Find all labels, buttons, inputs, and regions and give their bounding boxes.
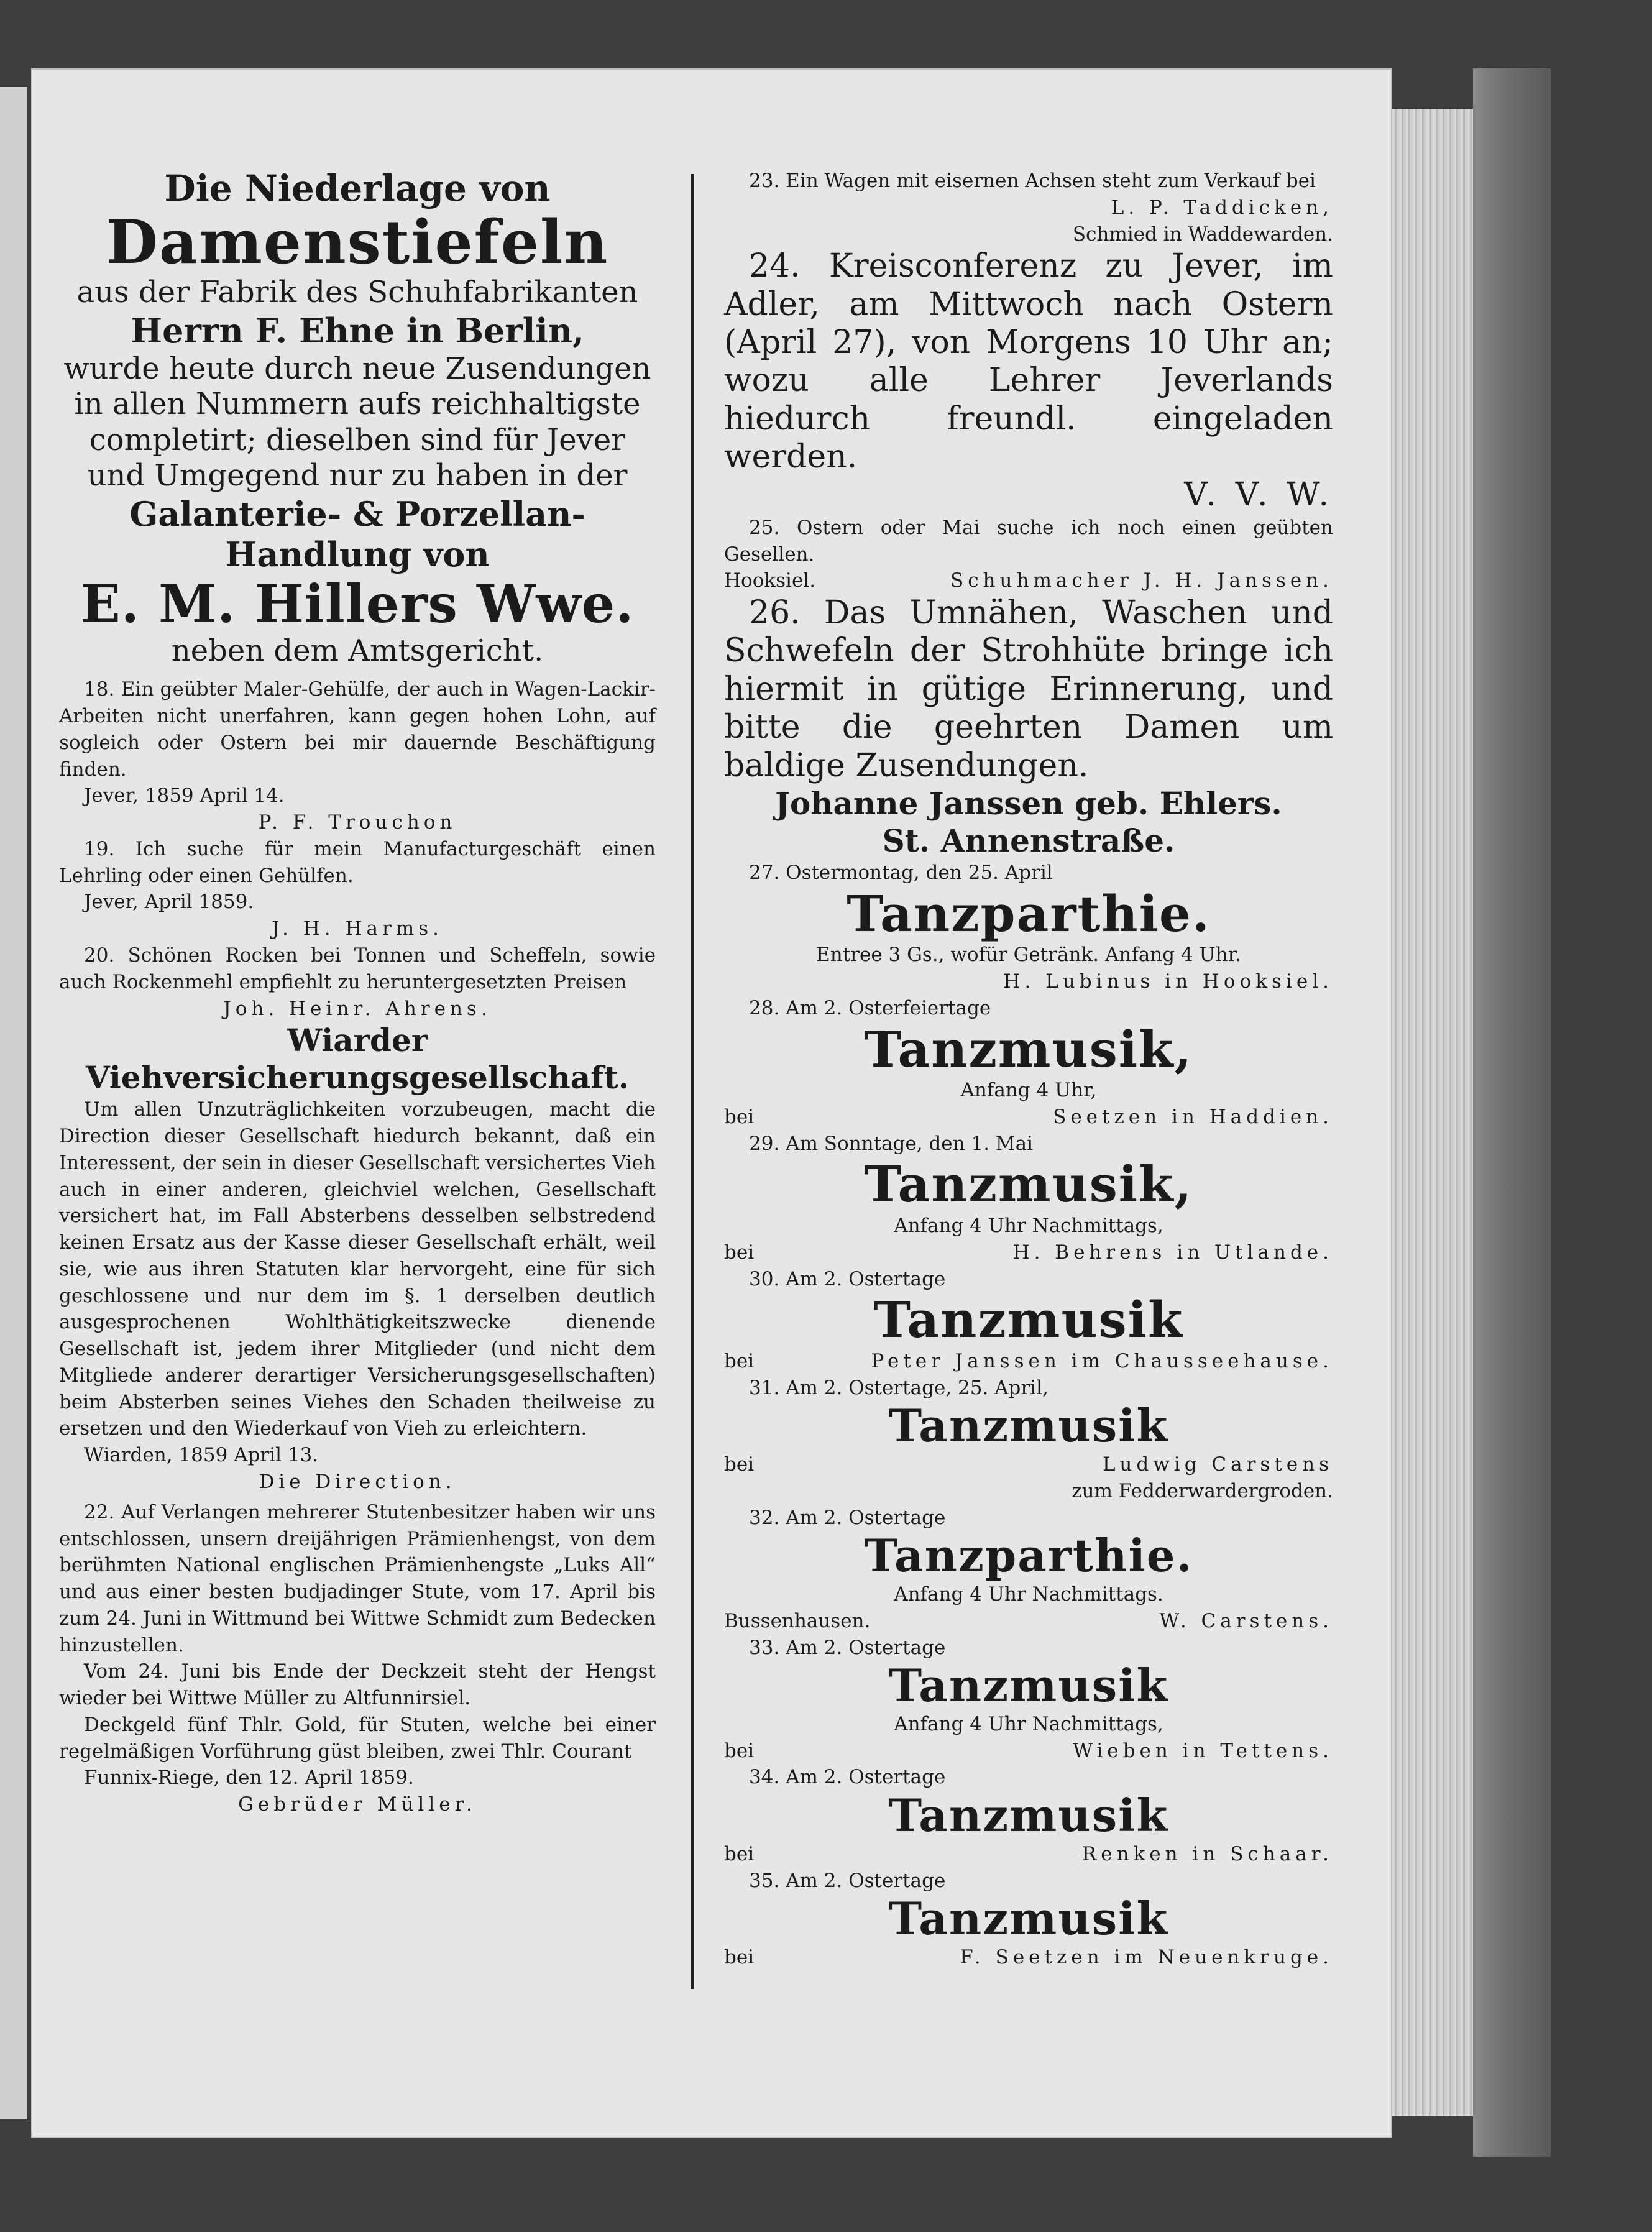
ad-line: Handlung von — [225, 534, 490, 574]
notice-signature: Schuhmacher J. H. Janssen. — [950, 569, 1333, 592]
notice-20 — [59, 942, 656, 1022]
notice-signature: Joh. Heinr. Ahrens. — [223, 997, 492, 1020]
dance-title: Tanzmusik — [873, 1290, 1184, 1349]
ad-headline: Damenstiefeln — [106, 206, 609, 277]
notice-bei: bei — [724, 1105, 755, 1128]
notice-signature: J. H. Harms. — [272, 917, 443, 940]
notice-line: Anfang 4 Uhr Nachmittags, — [894, 1215, 1163, 1238]
notice-signature: Peter Janssen im Chausseehause. — [871, 1349, 1333, 1372]
notice-text: 20. Schönen Rocken bei Tonnen und Scheffeln, sowie auch Rockenmehl empfiehlt zu heruntergesetzten Preisen — [59, 944, 656, 993]
notice-23 — [724, 168, 1333, 247]
notice-24 — [724, 247, 1333, 515]
advertisement-damenstiefeln — [59, 168, 656, 669]
ad-line: in allen Nummern aufs reichhaltigste — [74, 387, 641, 422]
notice-bei: bei — [724, 1946, 755, 1969]
ad-line: Die Niederlage von — [164, 167, 551, 209]
notice-text: 26. Das Umnähen, Waschen und Schwefeln der Strohhüte bringe ich hiermit in gütige Erinnerung, und bitte die geehrten Damen um baldige Zusendungen. — [724, 594, 1333, 784]
notice-signature: Renken in Schaar. — [1081, 1842, 1333, 1865]
notice-bei: bei — [724, 1842, 755, 1865]
left-column — [59, 168, 656, 1818]
notice-35 — [724, 1868, 1333, 1971]
dance-title: Tanzmusik, — [864, 1155, 1193, 1214]
notice-text: 24. Kreisconferenz zu Jever, im Adler, am Mittwoch nach Ostern (April 27), von Morgens 10 Uhr an; wozu alle Lehrer Jeverlands hiedurch freundl. eingeladen werden. — [724, 247, 1333, 476]
notice-head: 35. Am 2. Ostertage — [749, 1869, 946, 1892]
notice-18 — [59, 676, 656, 836]
notice-date: Jever, 1859 April 14. — [84, 784, 285, 807]
notice-33 — [724, 1635, 1333, 1765]
dance-title: Tanzparthie. — [864, 1529, 1193, 1582]
notice-head: 28. Am 2. Osterfeiertage — [749, 996, 991, 1019]
notice-text: 18. Ein geübter Maler-Gehülfe, der auch in Wagen-Lackir-Arbeiten nicht unerfahren, kann gegen hohen Lohn, auf sogleich oder Ostern bei mir dauernde Beschäftigung finden. — [59, 678, 656, 781]
notice-signature: F. Seetzen im Neuenkruge. — [960, 1946, 1333, 1969]
notice-line: Anfang 4 Uhr Nachmittags, — [894, 1712, 1163, 1735]
notice-25 — [724, 515, 1333, 594]
notice-signature: Seetzen in Haddien. — [1053, 1105, 1333, 1128]
notice-19 — [59, 836, 656, 942]
ad-line: Galanterie- & Porzellan- — [129, 494, 585, 535]
notice-text: Um allen Unzuträglichkeiten vorzubeugen, macht die Direction dieser Gesellschaft hiedurch bekannt, daß ein Interessent, der sein in dieser Gesellschaft versichertes Vieh auch in einer anderen, gleichviel welchen, Gesellschaft versichert hat, im Fall Absterbens desselben selbstredend keinen Ersatz aus der Kasse dieser Gesellschaft erhält, weil sie, wie aus ihren Statuten klar hervorgeht, eine für sich geschlossene und nur dem im §. 1 derselben deutlich ausgesprochenen Wohlthätigkeitszwecke dienende Gesellschaft ist, jedem ihrer Mitglieder (und nicht dem Mitgliede anderer derartiger Versicherungsgesellschaften) beim Absterben seines Viehes den Schaden theilweise zu ersetzen und den Wiederkauf von Vieh zu erleichtern. — [59, 1098, 656, 1440]
notice-line: Entree 3 Gs., wofür Getränk. Anfang 4 Uhr. — [816, 944, 1241, 967]
notice-bei: bei — [724, 1453, 755, 1476]
notice-text: 22. Auf Verlangen mehrerer Stutenbesitzer haben wir uns entschlossen, unsern dreijährigen Prämienhengst, von dem berühmten National englischen Prämienhengste „Luks All“ und aus einer besten budjadinger Stute, vom 17. April bis zum 24. Juni in Wittmund bei Wittwe Schmidt zum Bedecken hinzustellen. — [59, 1500, 656, 1656]
notice-date: Jever, April 1859. — [84, 891, 254, 914]
notice-31 — [724, 1375, 1333, 1505]
notice-27 — [724, 860, 1333, 995]
notice-signature: H. Behrens in Utlande. — [1012, 1241, 1333, 1264]
notice-signature: Wieben in Tettens. — [1073, 1739, 1333, 1762]
previous-page-edge — [0, 87, 27, 2119]
notice-bei: bei — [724, 1739, 755, 1762]
notice-signature: Gebrüder Müller. — [238, 1793, 477, 1816]
right-column — [724, 168, 1333, 1971]
ad-line: und Umgegend nur zu haben in der — [87, 458, 628, 494]
notice-signature: W. Carstens. — [1159, 1609, 1333, 1632]
ad-line: completirt; dieselben sind für Jever — [89, 422, 626, 457]
ad-line: aus der Fabrik des Schuhfabrikanten — [76, 275, 638, 310]
notice-21 — [59, 1022, 656, 1495]
notice-26 — [724, 594, 1333, 860]
notice-line: Anfang 4 Uhr, — [960, 1079, 1097, 1102]
notice-signature-line: St. Annenstraße. — [882, 822, 1175, 859]
notice-signature-line: zum Fedderwardergroden. — [1072, 1479, 1333, 1502]
column-divider — [691, 174, 694, 1989]
dance-title: Tanzmusik — [888, 1659, 1169, 1712]
dance-title: Tanzmusik — [888, 1892, 1169, 1945]
notice-signature: H. Lubinus in Hooksiel. — [1003, 970, 1333, 993]
notice-head: 27. Ostermontag, den 25. April — [749, 861, 1053, 884]
notice-bei: bei — [724, 1349, 755, 1372]
ad-line: neben dem Amtsgericht. — [171, 633, 544, 668]
dance-title: Tanzmusik — [888, 1399, 1169, 1453]
notice-text: 23. Ein Wagen mit eisernen Achsen steht zum Verkauf bei — [749, 170, 1316, 192]
notice-34 — [724, 1764, 1333, 1867]
notice-head: 29. Am Sonntage, den 1. Mai — [749, 1132, 1034, 1155]
notice-signature: Die Direction. — [259, 1470, 456, 1493]
notice-32 — [724, 1505, 1333, 1635]
notice-head: 33. Am 2. Ostertage — [749, 1636, 946, 1659]
notice-text: Deckgeld fünf Thlr. Gold, für Stuten, welche bei einer regelmäßigen Vorführung güst bleiben, zwei Thlr. Courant — [59, 1713, 656, 1763]
notice-signature: L. P. Taddicken, — [1111, 196, 1333, 219]
notice-heading: Viehversicherungsgesellschaft. — [85, 1059, 630, 1096]
notice-place: Hooksiel. — [724, 569, 816, 592]
notice-signature: P. F. Trouchon — [258, 811, 457, 834]
notice-signature: V. V. W. — [1184, 476, 1333, 514]
notice-text: 19. Ich suche für mein Manufacturgeschäft einen Lehrling oder einen Gehülfen. — [59, 837, 656, 887]
dance-title: Tanzparthie. — [847, 884, 1211, 943]
notice-date: Funnix-Riege, den 12. April 1859. — [84, 1766, 414, 1789]
notice-place: Bussenhausen. — [724, 1609, 871, 1632]
dance-title: Tanzmusik — [888, 1789, 1169, 1842]
notice-date: Wiarden, 1859 April 13. — [84, 1444, 319, 1467]
dance-title: Tanzmusik, — [864, 1019, 1193, 1078]
ad-line: wurde heute durch neue Zusendungen — [63, 351, 651, 386]
ad-line: Herrn F. Ehne in Berlin, — [131, 310, 584, 351]
notice-29 — [724, 1131, 1333, 1266]
notice-head: 30. Am 2. Ostertage — [749, 1267, 946, 1290]
notice-text: 25. Ostern oder Mai suche ich noch einen geübten Gesellen. — [724, 516, 1333, 566]
notice-line: Anfang 4 Uhr Nachmittags. — [894, 1583, 1163, 1606]
notice-bei: bei — [724, 1241, 755, 1264]
notice-signature: Ludwig Carstens — [1102, 1453, 1333, 1476]
book-binding — [1473, 68, 1551, 2157]
notice-signature: Johanne Janssen geb. Ehlers. — [775, 784, 1282, 822]
notice-text: Vom 24. Juni bis Ende der Deckzeit steht der Hengst wieder bei Wittwe Müller zu Altfunnirsiel. — [59, 1660, 656, 1710]
notice-head: 34. Am 2. Ostertage — [749, 1766, 946, 1789]
notice-22 — [59, 1499, 656, 1818]
notice-28 — [724, 995, 1333, 1131]
notice-signature-line: Schmied in Waddewarden. — [1072, 223, 1333, 246]
notice-heading: Wiarder — [287, 1022, 428, 1059]
page-stack-edges — [1392, 109, 1473, 2116]
notice-30 — [724, 1266, 1333, 1375]
notice-head: 32. Am 2. Ostertage — [749, 1506, 946, 1529]
ad-shop-name: E. M. Hillers Wwe. — [80, 572, 635, 635]
notice-head: 31. Am 2. Ostertage, 25. April, — [749, 1376, 1049, 1399]
